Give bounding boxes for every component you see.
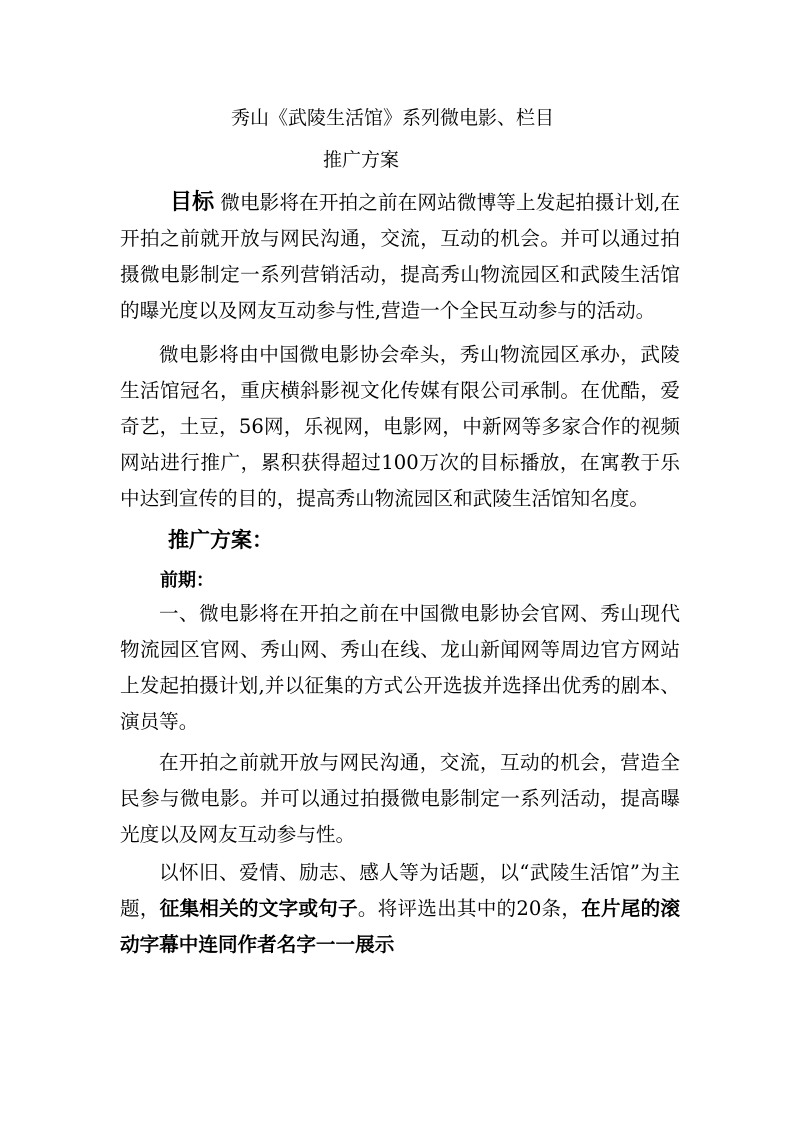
organizer-paragraph: 微电影将由中国微电影协会牵头，秀山物流园区承办，武陵生活馆冠名，重庆横斜影视文化传媒有限公司承制。在优酷，爱奇艺，土豆，56网，乐视网，电影网，中新网等多家合作的视频网站进行推广，累积获得超过100万次的目标播放，在寓教于乐中达到宣传的目的，提高秀山物流园区和武陵生活馆知名度。 — [120, 343, 680, 510]
para5-text-a: 以怀旧、爱情、励志、感人等为话题，以“武陵生活馆”为主题， — [120, 861, 680, 920]
early-phase-paragraph-1: 一、微电影将在开拍之前在中国微电影协会官网、秀山现代物流园区官网、秀山网、秀山在线、龙山新闻网等周边官方网站上发起拍摄计划,并以征集的方式公开选拔并选择出优秀的剧本、演员等。 — [120, 602, 680, 733]
para5-bold-credits: 在片尾的滚动字幕中连同作者名字一一展示 — [120, 897, 681, 956]
goal-label: 目标 — [170, 189, 215, 215]
goal-paragraph — [120, 184, 680, 329]
goal-text: 微电影将在开拍之前在网站微博等上发起拍摄计划,在开拍之前就开放与网民沟通，交流，互动的机会。并可以通过拍摄微电影制定一系列营销活动，提高秀山物流园区和武陵生活馆的曝光度以及网友互动参与性,营造一个全民互动参与的活动。 — [120, 191, 680, 322]
early-phase-heading: 前期： — [160, 570, 214, 591]
promotion-plan-heading: 推广方案： — [168, 527, 273, 552]
early-phase-paragraph-3 — [120, 855, 680, 963]
para5-text-c: 。将评选出其中的20条， — [357, 897, 582, 920]
document-title-line2: 推广方案 — [323, 149, 400, 171]
early-phase-paragraph-2: 在开拍之前就开放与网民沟通，交流，互动的机会，营造全民参与微电影。并可以通过拍摄微电影制定一系列活动，提高曝光度以及网友互动参与性。 — [120, 751, 680, 846]
para5-bold-collect: 征集相关的文字或句子 — [159, 897, 358, 920]
document-title-line1: 秀山《武陵生活馆》系列微电影、栏目 — [231, 107, 555, 129]
